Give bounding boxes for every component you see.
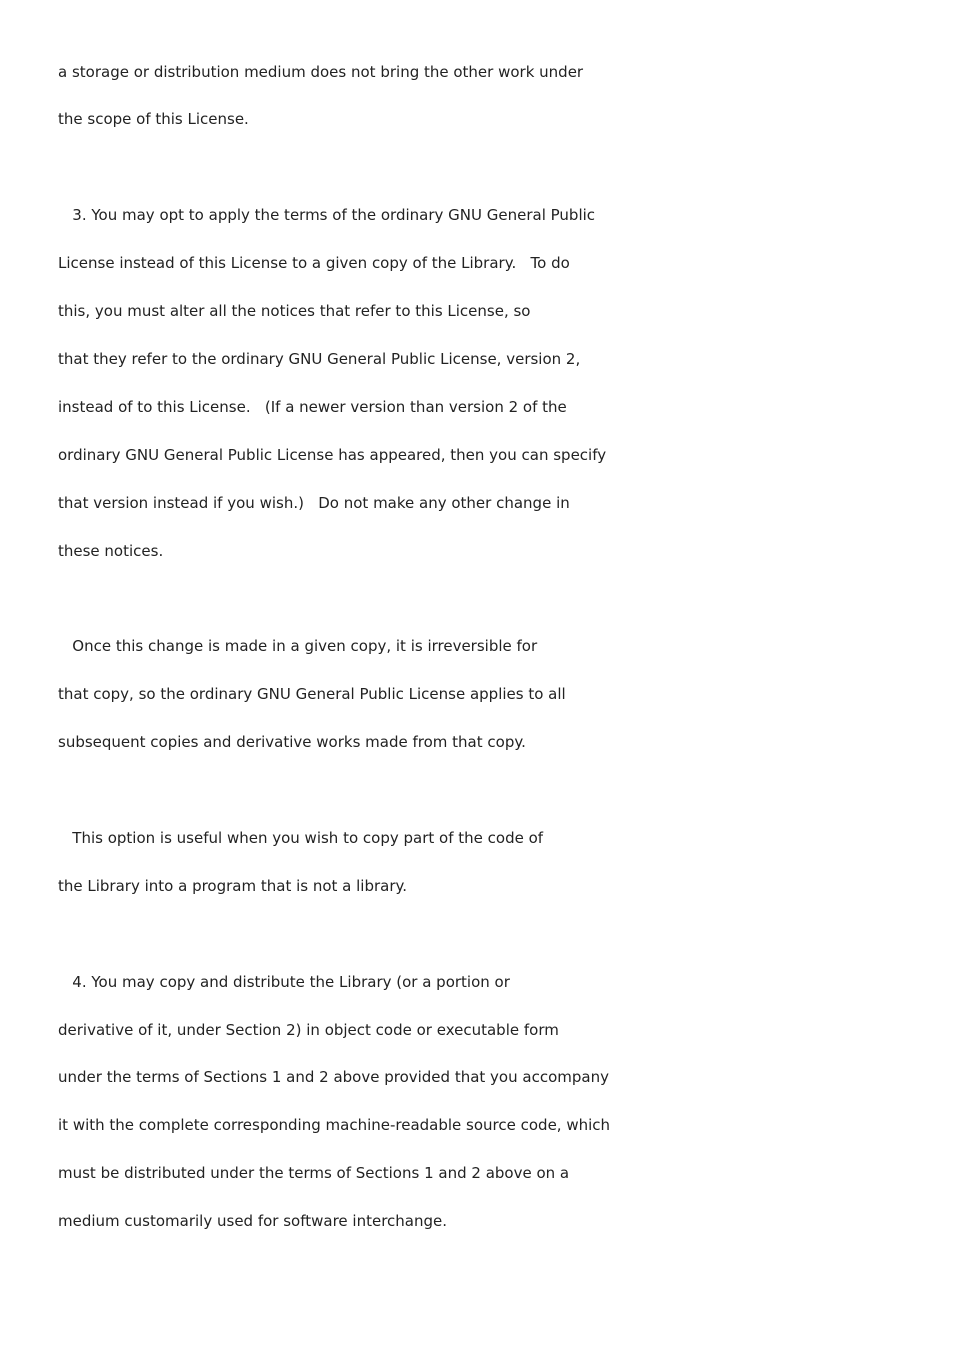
text-line: this, you must alter all the notices that refer to this License, so [58,302,531,320]
text-line: must be distributed under the terms of Sections 1 and 2 above on a [58,1164,570,1182]
text-line: that version instead if you wish.) Do not make any other change in [58,494,570,512]
text-line: that copy, so the ordinary GNU General Public License applies to all [58,685,566,703]
text-line: subsequent copies and derivative works made from that copy. [58,733,526,751]
text-line: it with the complete corresponding machine-readable source code, which [58,1116,611,1134]
text-line: under the terms of Sections 1 and 2 above provided that you accompany [58,1068,609,1086]
text-line: medium customarily used for software interchange. [58,1212,448,1230]
text-line: instead of to this License. (If a newer version than version 2 of the [58,398,567,416]
text-line: 3. You may opt to apply the terms of the ordinary GNU General Public [58,206,596,224]
text-line: This option is useful when you wish to copy part of the code of [58,829,544,847]
text-line: derivative of it, under Section 2) in object code or executable form [58,1021,559,1039]
text-line: a storage or distribution medium does not bring the other work under [58,63,584,81]
text-line: the Library into a program that is not a library. [58,877,408,895]
text-line: that they refer to the ordinary GNU General Public License, version 2, [58,350,581,368]
text-line: Once this change is made in a given copy, it is irreversible for [58,637,538,655]
text-line: the scope of this License. [58,110,249,128]
text-line: 4. You may copy and distribute the Library (or a portion or [58,973,510,991]
text-line: these notices. [58,542,164,560]
text-line: ordinary GNU General Public License has appeared, then you can specify [58,446,607,464]
text-line: License instead of this License to a given copy of the Library. To do [58,254,570,272]
